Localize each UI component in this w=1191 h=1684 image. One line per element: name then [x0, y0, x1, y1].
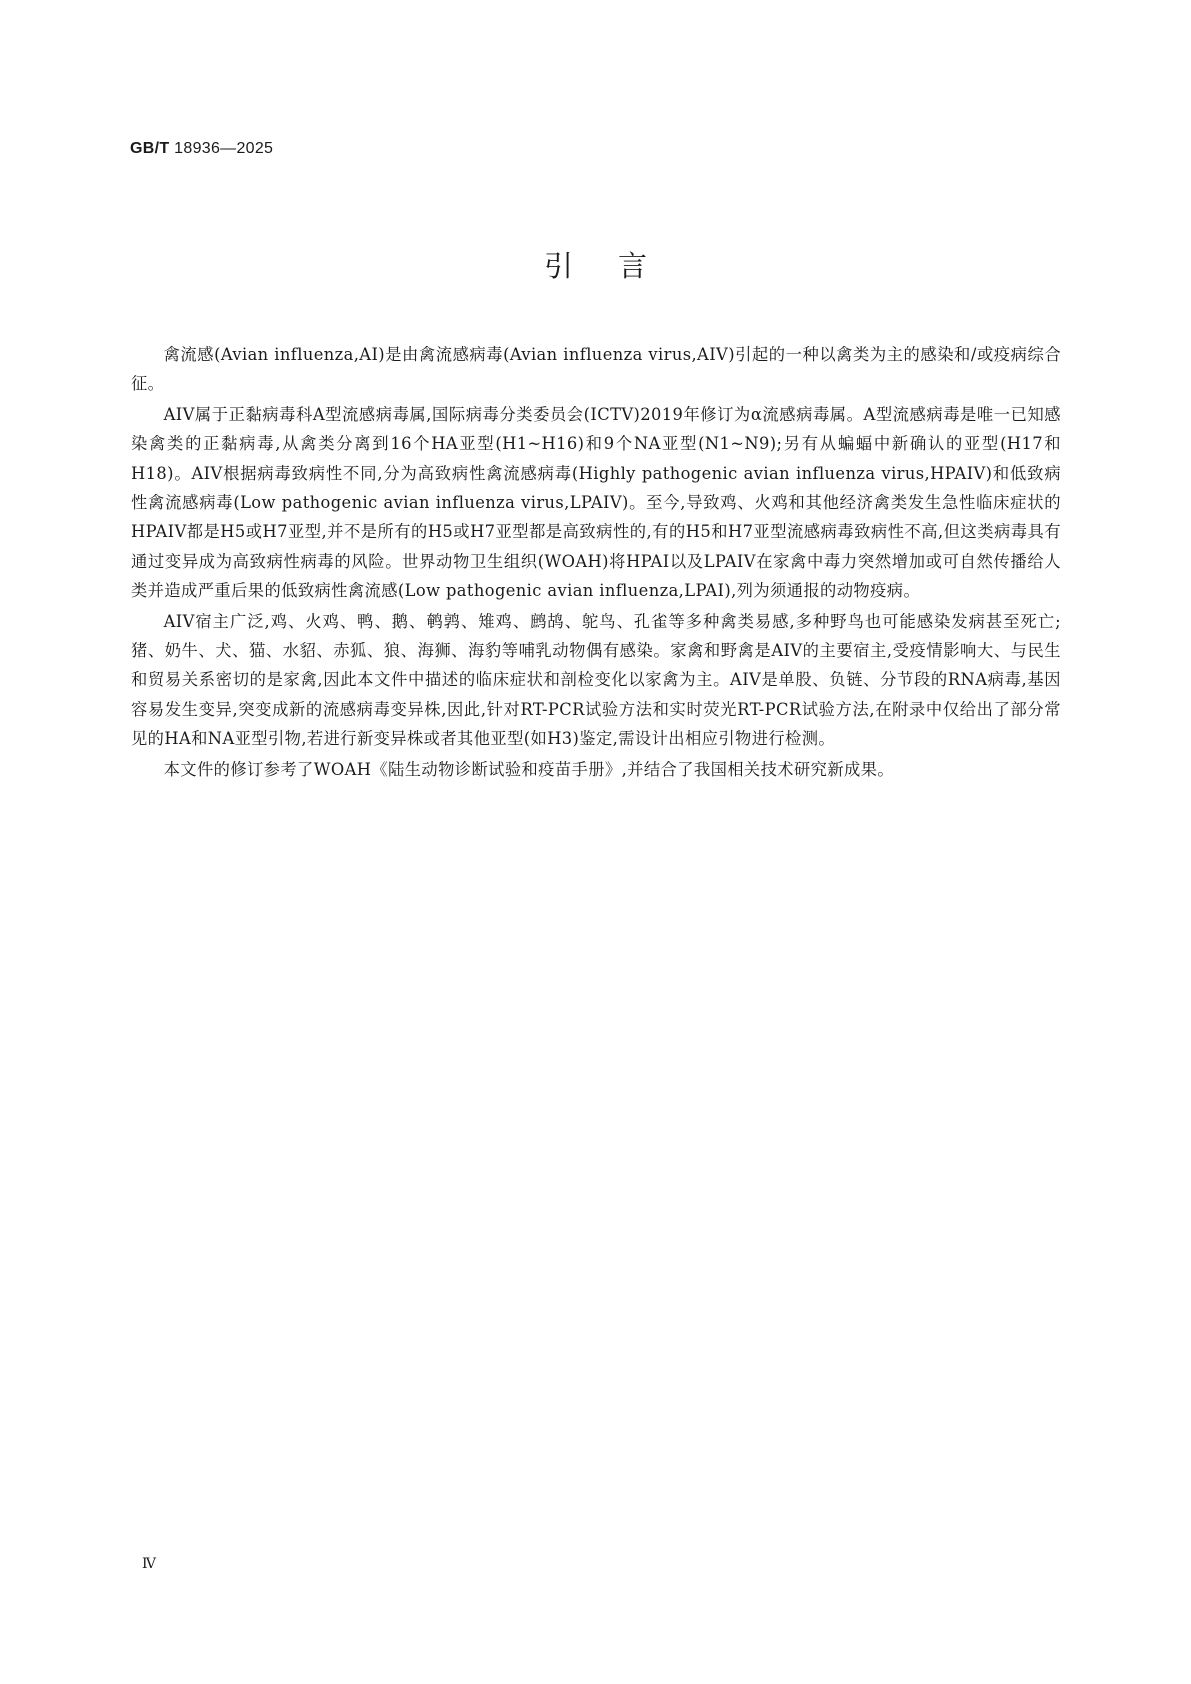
- paragraph-1: 禽流感(Avian influenza,AI)是由禽流感病毒(Avian influenza virus,AIV)引起的一种以禽类为主的感染和/或疫病综合征。: [131, 345, 1061, 394]
- paragraph-4: 本文件的修订参考了WOAH《陆生动物诊断试验和疫苗手册》,并结合了我国相关技术研究新成果。: [163, 759, 895, 779]
- body-text: [131, 340, 1061, 785]
- page-number: Ⅳ: [142, 1556, 156, 1572]
- standard-number: 18936—2025: [169, 140, 274, 157]
- standard-code: [130, 140, 273, 158]
- paragraph-3: AIV宿主广泛,鸡、火鸡、鸭、鹅、鹌鹑、雉鸡、鹧鸪、鸵鸟、孔雀等多种禽类易感,多种野鸟也可能感染发病甚至死亡;猪、奶牛、犬、猫、水貂、赤狐、狼、海狮、海豹等哺乳动物偶有感染。家禽和野禽是AIV的主要宿主,受疫情影响大、与民生和贸易关系密切的是家禽,因此本文件中描述的临床症状和剖检变化以家禽为主。AIV是单股、负链、分节段的RNA病毒,基因容易发生变异,突变成新的流感病毒变异株,因此,针对RT-PCR试验方法和实时荧光RT-PCR试验方法,在附录中仅给出了部分常见的HA和NA亚型引物,若进行新变异株或者其他亚型(如H3)鉴定,需设计出相应引物进行检测。: [131, 611, 1061, 749]
- paragraph-2: AIV属于正黏病毒科A型流感病毒属,国际病毒分类委员会(ICTV)2019年修订为α流感病毒属。A型流感病毒是唯一已知感染禽类的正黏病毒,从禽类分离到16个HA亚型(H1~H16)和9个NA亚型(N1~N9);另有从蝙蝠中新确认的亚型(H17和H18)。AIV根据病毒致病性不同,分为高致病性禽流感病毒(Highly pathogenic avian influenza virus,HPAIV)和低致病性禽流感病毒(Low pathogenic avian influenza virus,LPAIV)。至今,导致鸡、火鸡和其他经济禽类发生急性临床症状的HPAIV都是H5或H7亚型,并不是所有的H5或H7亚型都是高致病性的,有的H5和H7亚型流感病毒致病性不高,但这类病毒具有通过变异成为高致病性病毒的风险。世界动物卫生组织(WOAH)将HPAI以及LPAIV在家禽中毒力突然增加或可自然传播给人类并造成严重后果的低致病性禽流感(Low pathogenic avian influenza,LPAI),列为须通报的动物疫病。: [131, 404, 1061, 601]
- standard-prefix: GB/T: [130, 140, 170, 157]
- page-title: 引言: [543, 249, 692, 283]
